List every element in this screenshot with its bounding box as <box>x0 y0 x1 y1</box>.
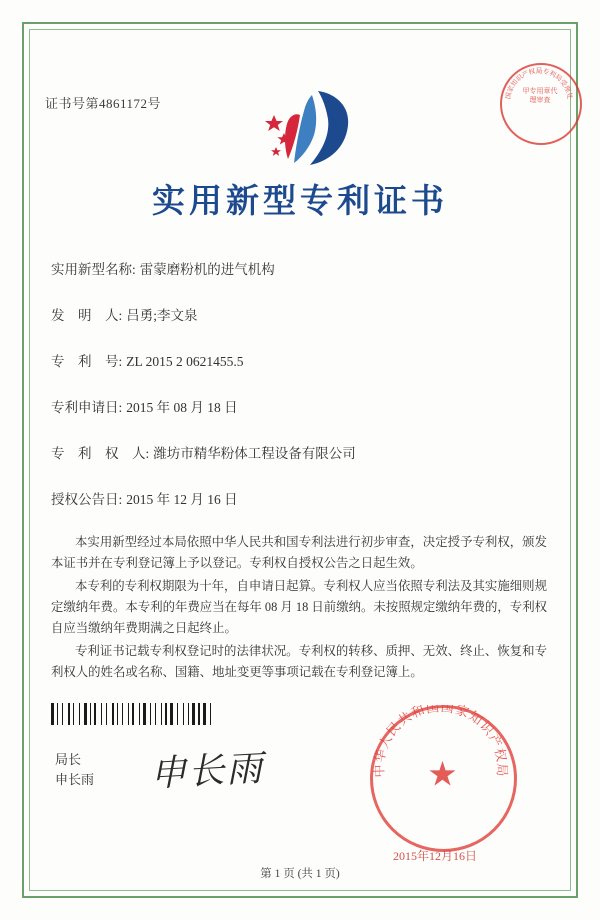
field-value: 潍坊市精华粉体工程设备有限公司 <box>153 446 356 461</box>
barcode-bar <box>64 703 67 725</box>
barcode-bar <box>174 703 176 725</box>
barcode-bar <box>117 703 118 725</box>
legal-paragraph: 专利证书记载专利权登记时的法律状况。专利权的转移、质押、无效、终止、恢复和专利权人的姓名或名称、国籍、地址变更等事项记载在专利登记簿上。 <box>51 644 547 679</box>
barcode-bar <box>147 703 149 725</box>
legal-text-block <box>51 532 547 685</box>
barcode-bar <box>196 703 197 725</box>
barcode-bar <box>185 703 187 725</box>
seal-inner-text: 甲专用章代理审查 <box>522 87 558 104</box>
field-value: 雷蒙磨粉机的进气机构 <box>139 262 275 277</box>
barcode-bar <box>135 703 138 725</box>
field-list <box>51 260 551 536</box>
barcode-bar <box>90 703 91 725</box>
field-row <box>51 398 551 417</box>
barcode-bar <box>112 703 114 725</box>
barcode-bar <box>152 703 154 725</box>
barcode-bar <box>75 703 78 725</box>
barcode-bar <box>79 703 80 725</box>
signature-name: 申长雨 <box>55 772 95 787</box>
barcode-bar <box>124 703 127 725</box>
barcode-bar <box>157 703 160 725</box>
barcode-bar <box>132 703 134 725</box>
barcode-bar <box>122 703 123 725</box>
barcode-bar <box>103 703 105 725</box>
field-value: 吕勇;李文泉 <box>126 308 198 323</box>
barcode-bar <box>57 703 58 725</box>
barcode-bar <box>97 703 100 725</box>
barcode-bar <box>212 703 213 725</box>
barcode-bar <box>128 703 129 725</box>
barcode-bar <box>101 703 102 725</box>
seal-date: 2015年12月16日 <box>393 849 478 863</box>
field-row <box>51 444 551 463</box>
signature-title: 局长 <box>55 752 82 767</box>
barcode-bar <box>88 703 89 725</box>
field-label: 实用新型名称: <box>51 262 136 277</box>
signature-block <box>55 750 94 790</box>
barcode <box>51 703 231 725</box>
page-title: 实用新型专利证书 <box>152 181 448 220</box>
field-label: 授权公告日: <box>51 492 123 507</box>
certificate-number: 证书号第4861172号 <box>45 96 162 111</box>
field-value: 2015 年 08 月 18 日 <box>126 400 238 415</box>
barcode-bar <box>190 703 191 725</box>
svg-text:中华人民共和国国家知识产权局: 中华人民共和国国家知识产权局 <box>371 705 510 778</box>
barcode-bar <box>210 703 211 725</box>
barcode-bar <box>183 703 184 725</box>
field-label: 专 利 权 人: <box>51 446 150 461</box>
barcode-bar <box>106 703 107 725</box>
barcode-bar <box>192 703 195 725</box>
barcode-bar <box>55 703 56 725</box>
legal-paragraph: 本专利的专利权期限为十年，自申请日起算。专利权人应当依照专利法及其实施细则规定缴纳年费。本专利的年费应当在每年 08 月 18 日前缴纳。未按照规定缴纳年费的，专利权自应当缴纳年费期满之日起终止。 <box>51 579 547 635</box>
barcode-bar <box>73 703 74 725</box>
barcode-bar <box>170 703 173 725</box>
barcode-bar <box>81 703 83 725</box>
barcode-bar <box>198 703 200 725</box>
barcode-bar <box>188 703 189 725</box>
barcode-bar <box>62 703 63 725</box>
barcode-bar <box>177 703 178 725</box>
field-row <box>51 306 551 325</box>
svg-text:国家知识产权局专利局受理处: 国家知识产权局专利局受理处 <box>505 68 573 100</box>
barcode-bar <box>68 703 70 725</box>
barcode-bar <box>150 703 151 725</box>
star-icon: ★ <box>427 755 458 793</box>
barcode-bar <box>179 703 182 725</box>
barcode-bar <box>59 703 61 725</box>
field-label: 发 明 人: <box>51 308 123 323</box>
field-label: 专 利 号: <box>51 354 123 369</box>
approval-seal-icon <box>500 63 582 145</box>
barcode-bar <box>92 703 93 725</box>
page-footer: 第 1 页 (共 1 页) <box>260 868 340 880</box>
patent-emblem-icon <box>260 85 360 170</box>
barcode-bar <box>207 703 209 725</box>
barcode-bar <box>84 703 87 725</box>
barcode-bar <box>115 703 116 725</box>
barcode-bar <box>108 703 111 725</box>
barcode-bar <box>201 703 202 725</box>
field-row <box>51 352 551 371</box>
barcode-bar <box>139 703 140 725</box>
field-row <box>51 490 551 509</box>
barcode-bar <box>51 703 54 725</box>
barcode-bar <box>119 703 121 725</box>
barcode-bar <box>141 703 142 725</box>
barcode-bar <box>203 703 206 725</box>
barcode-bar <box>143 703 146 725</box>
barcode-bar <box>155 703 156 725</box>
barcode-bar <box>163 703 164 725</box>
barcode-bar <box>71 703 72 725</box>
national-seal-icon <box>370 705 515 850</box>
barcode-bar <box>130 703 131 725</box>
barcode-bar <box>161 703 162 725</box>
legal-paragraph: 本实用新型经过本局依照中华人民共和国专利法进行初步审查，决定授予专利权，颁发本证书并在专利登记簿上予以登记。专利权自授权公告之日起生效。 <box>51 535 547 570</box>
barcode-bar <box>168 703 169 725</box>
field-label: 专利申请日: <box>51 400 123 415</box>
barcode-bar <box>165 703 167 725</box>
certificate-content <box>45 45 573 880</box>
field-value: 2015 年 12 月 16 日 <box>126 492 238 507</box>
barcode-bar <box>94 703 96 725</box>
handwritten-signature: 申长雨 <box>149 748 266 795</box>
field-row <box>51 260 551 279</box>
field-value: ZL 2015 2 0621455.5 <box>126 354 244 369</box>
